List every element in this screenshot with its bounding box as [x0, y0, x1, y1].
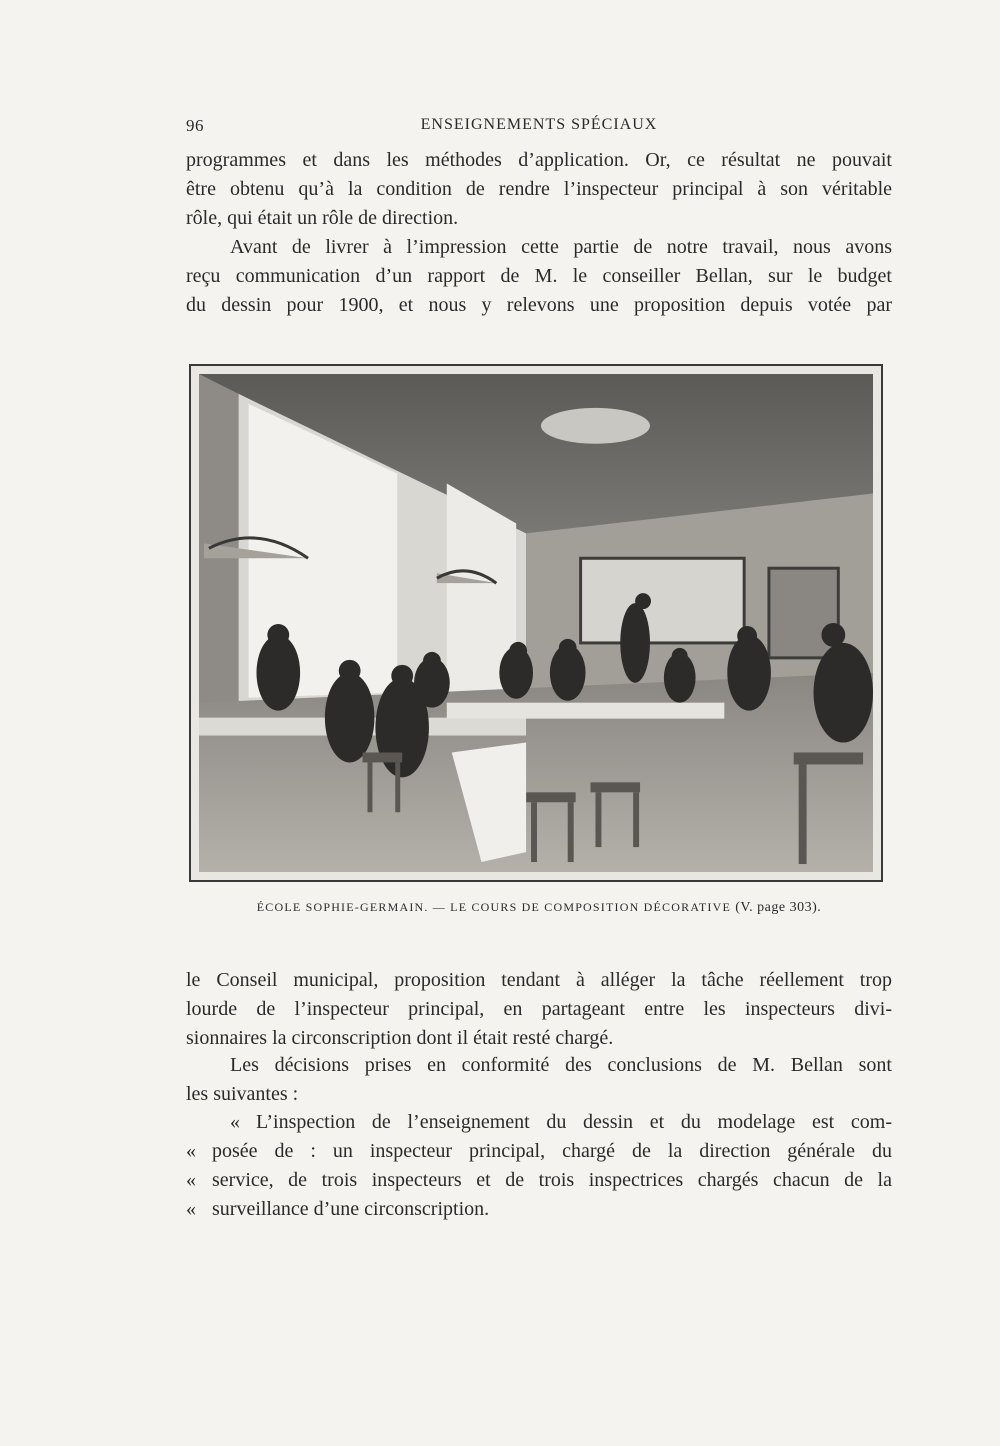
- text-line: reçu communication d’un rapport de M. le conseiller Bellan, sur le budget: [186, 265, 892, 287]
- quote-line: [186, 1166, 892, 1195]
- text-line: lourde de l’inspecteur principal, en partageant entre les inspecteurs divi-: [186, 998, 892, 1020]
- caption-title: ÉCOLE SOPHIE-GERMAIN. — LE COURS DE COMPOSITION DÉCORATIVE: [256, 900, 731, 914]
- quote-text: posée de : un inspecteur principal, chargé de la direction générale du: [212, 1140, 892, 1162]
- quote-mark: «: [186, 1140, 196, 1162]
- quote-text: surveillance d’une circonscription.: [212, 1198, 490, 1220]
- text-line: les suivantes :: [186, 1083, 299, 1105]
- text-line: Avant de livrer à l’impression cette partie de notre travail, nous avons: [230, 236, 892, 258]
- quote-mark: «: [186, 1198, 196, 1220]
- text-line: être obtenu qu’à la condition de rendre l’inspecteur principal à son véritable: [186, 178, 892, 200]
- text-line: le Conseil municipal, proposition tendant à alléger la tâche réellement trop: [186, 969, 892, 991]
- quoted-regulation: [186, 1108, 892, 1224]
- quote-mark: «: [186, 1169, 196, 1191]
- page-header: [186, 116, 892, 140]
- paragraph-continued: [186, 146, 892, 233]
- quote-mark: «: [230, 1111, 240, 1133]
- quote-line: [186, 1108, 892, 1137]
- quote-text: service, de trois inspecteurs et de trois inspectrices chargés chacun de la: [212, 1169, 892, 1191]
- classroom-photo-illustration: [199, 374, 873, 872]
- quote-line: [186, 1195, 892, 1224]
- classroom-photograph: [189, 364, 883, 882]
- page-number: 96: [186, 116, 204, 135]
- running-title: ENSEIGNEMENTS SPÉCIAUX: [420, 116, 658, 133]
- text-line: sionnaires la circonscription dont il était resté chargé.: [186, 1027, 614, 1049]
- caption-page-reference: (V. page 303).: [735, 900, 822, 915]
- quote-text: L’inspection de l’enseignement du dessin et du modelage est com-: [256, 1111, 892, 1133]
- text-line: du dessin pour 1900, et nous y relevons une proposition depuis votée par: [186, 294, 892, 316]
- text-line: Les décisions prises en conformité des conclusions de M. Bellan sont: [230, 1054, 892, 1076]
- text-line: programmes et dans les méthodes d’application. Or, ce résultat ne pouvait: [186, 149, 892, 171]
- figure-caption: [186, 900, 892, 916]
- quote-line: [186, 1137, 892, 1166]
- paragraph-bellan-report: [186, 233, 892, 320]
- text-line: rôle, qui était un rôle de direction.: [186, 207, 459, 229]
- paragraph-decisions: [186, 1051, 892, 1109]
- paragraph-conseil-municipal: [186, 966, 892, 1053]
